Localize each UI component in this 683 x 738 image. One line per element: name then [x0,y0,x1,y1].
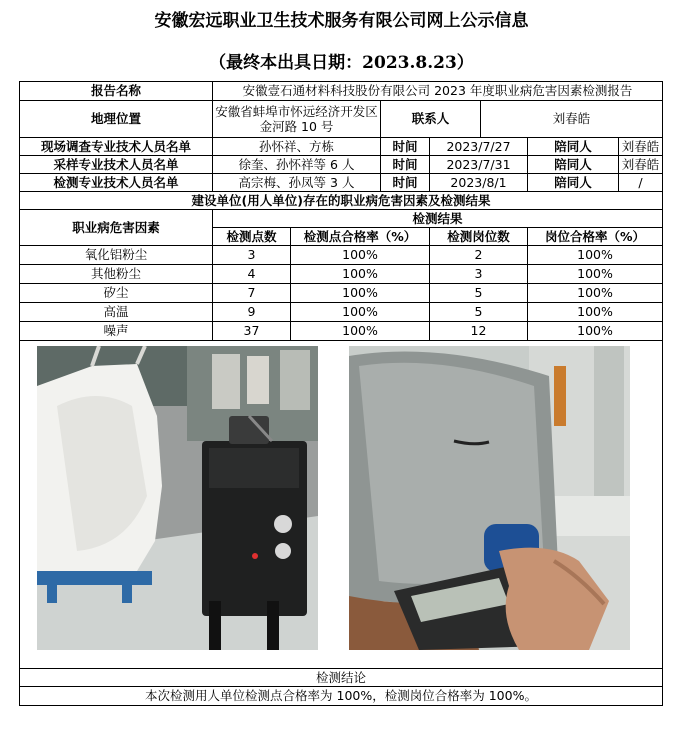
results-header-row [20,210,663,228]
col-points: 检测点数 [213,228,291,246]
staff-row [20,174,663,192]
col-point-rate: 检测点合格率（%） [291,228,430,246]
staff-role: 现场调查专业技术人员名单 [20,138,213,156]
post-rate-cell: 100% [528,246,663,265]
noise-measurement-illustration [349,346,630,650]
location-value: 安徽省蚌埠市怀远经济开发区金河路 10 号 [213,101,381,138]
report-name-value: 安徽壹石通材料科技股份有限公司 2023 年度职业病危害因素检测报告 [213,82,663,101]
staff-role: 采样专业技术人员名单 [20,156,213,174]
results-section-row [20,192,663,210]
staff-role: 检测专业技术人员名单 [20,174,213,192]
companion-value: 刘春皓 [619,156,663,174]
disclosure-table [19,81,663,706]
factor-header: 职业病危害因素 [20,210,213,246]
table-row [20,284,663,303]
points-cell: 37 [213,322,291,341]
col-post-rate: 岗位合格率（%） [528,228,663,246]
report-name-row [20,82,663,101]
contact-value: 刘春皓 [481,101,663,138]
staff-row [20,156,663,174]
post-rate-cell: 100% [528,322,663,341]
conclusion-text-row [20,687,663,706]
table-row [20,246,663,265]
noise-measurement-photo [349,346,630,650]
time-label: 时间 [381,138,430,156]
conclusion-label-row [20,669,663,687]
time-label: 时间 [381,174,430,192]
contact-label: 联系人 [381,101,481,138]
post-rate-cell: 100% [528,265,663,284]
points-cell: 4 [213,265,291,284]
point-rate-cell: 100% [291,265,430,284]
factor-cell: 高温 [20,303,213,322]
issue-date: （最终本出具日期：2023.8.23） [209,53,474,73]
time-value: 2023/8/1 [430,174,528,192]
staff-names: 高宗梅、孙凤等 3 人 [213,174,381,192]
companion-label: 陪同人 [528,138,619,156]
photo-cell [20,341,663,669]
companion-label: 陪同人 [528,174,619,192]
dust-sampling-illustration [37,346,318,650]
table-row [20,303,663,322]
posts-cell: 2 [430,246,528,265]
table-row [20,265,663,284]
posts-cell: 12 [430,322,528,341]
factor-cell: 氧化铝粉尘 [20,246,213,265]
factor-cell: 矽尘 [20,284,213,303]
conclusion-label: 检测结论 [20,669,663,687]
result-header: 检测结果 [213,210,663,228]
photo-row [20,341,663,669]
companion-value: / [619,174,663,192]
point-rate-cell: 100% [291,303,430,322]
posts-cell: 5 [430,284,528,303]
col-posts: 检测岗位数 [430,228,528,246]
posts-cell: 3 [430,265,528,284]
time-label: 时间 [381,156,430,174]
time-value: 2023/7/31 [430,156,528,174]
staff-names: 徐奎、孙怀祥等 6 人 [213,156,381,174]
time-value: 2023/7/27 [430,138,528,156]
location-label: 地理位置 [20,101,213,138]
points-cell: 7 [213,284,291,303]
staff-row [20,138,663,156]
location-row [20,101,663,138]
conclusion-text: 本次检测用人单位检测点合格率为 100%，检测岗位合格率为 100%。 [20,687,663,706]
post-rate-cell: 100% [528,284,663,303]
dust-sampling-photo [37,346,318,650]
results-section-title: 建设单位(用人单位)存在的职业病危害因素及检测结果 [20,192,663,210]
companion-label: 陪同人 [528,156,619,174]
table-row [20,322,663,341]
points-cell: 9 [213,303,291,322]
posts-cell: 5 [430,303,528,322]
staff-names: 孙怀祥、方栋 [213,138,381,156]
page-title: 安徽宏远职业卫生技术服务有限公司网上公示信息 [154,11,529,31]
point-rate-cell: 100% [291,284,430,303]
factor-cell: 噪声 [20,322,213,341]
report-name-label: 报告名称 [20,82,213,101]
factor-cell: 其他粉尘 [20,265,213,284]
points-cell: 3 [213,246,291,265]
companion-value: 刘春皓 [619,138,663,156]
post-rate-cell: 100% [528,303,663,322]
point-rate-cell: 100% [291,246,430,265]
point-rate-cell: 100% [291,322,430,341]
